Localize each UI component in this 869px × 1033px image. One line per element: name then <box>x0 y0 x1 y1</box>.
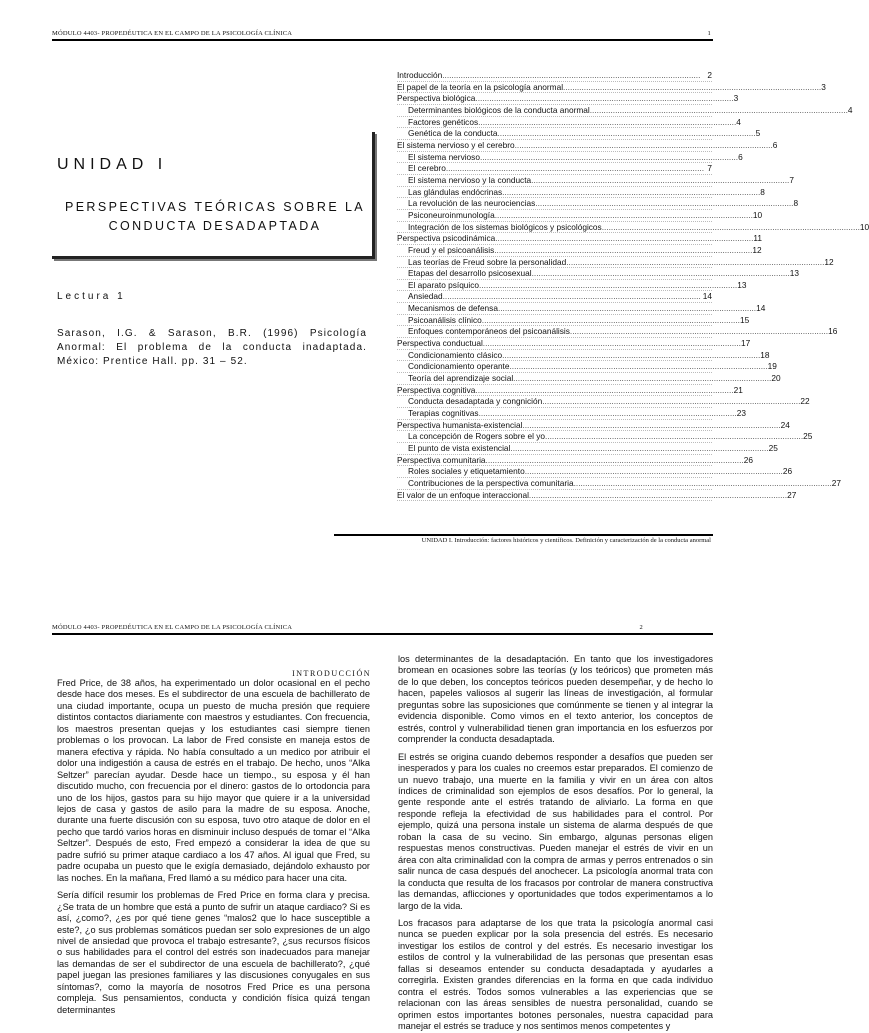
toc-leader-dots <box>486 455 744 466</box>
toc-entry-title: Genética de la conducta <box>408 128 498 139</box>
toc-entry <box>397 186 765 199</box>
toc-entry-title: Psicoanálisis clínico <box>408 314 482 325</box>
toc-entry <box>397 221 869 234</box>
toc-entry <box>397 326 838 338</box>
toc-entry-title: El sistema nervioso <box>408 151 480 162</box>
text-column-right <box>398 654 713 1032</box>
toc-entry-title: Introducción <box>397 70 443 80</box>
toc-entry-page: 26 <box>782 466 793 477</box>
toc-entry-title: Determinantes biológicos de la conducta anormal <box>408 104 590 115</box>
toc-entry-title: Mecanismos de defensa <box>408 303 498 314</box>
toc-entry-page: 12 <box>824 256 834 267</box>
toc-entry-title: Perspectiva psicodinámica <box>397 233 496 244</box>
reading-label: Lectura 1 <box>57 291 126 302</box>
toc-leader-dots <box>509 361 767 372</box>
toc-entry <box>397 151 743 164</box>
toc-entry <box>397 163 712 175</box>
toc-entry-page: 6 <box>738 151 743 162</box>
toc-entry-title: Factores genéticos <box>408 116 479 127</box>
toc-entry-page: 4 <box>736 116 741 127</box>
toc-leader-dots <box>479 280 737 291</box>
toc-leader-dots <box>494 245 752 256</box>
toc-leader-dots <box>525 466 783 477</box>
toc-entry-page: 26 <box>743 454 753 465</box>
toc-entry <box>397 396 810 408</box>
toc-leader-dots <box>563 82 821 93</box>
toc-entry <box>397 93 739 105</box>
toc-entry-page: 14 <box>702 291 712 302</box>
bibliographic-citation: Sarason, I.G. & Sarason, B.R. (1996) Psicología Anormal: El problema de la conducta inadaptada. México: Prentice Hall. pp. 31 – 52. <box>57 328 367 367</box>
toc-entry-page: 27 <box>831 477 841 488</box>
toc-entry-page: 13 <box>789 268 800 279</box>
toc-entry-page: 15 <box>739 314 750 325</box>
toc-entry <box>397 408 746 420</box>
toc-entry <box>397 268 800 280</box>
toc-leader-dots <box>497 128 755 139</box>
toc-entry-page: 8 <box>760 186 765 197</box>
toc-leader-dots <box>531 175 789 186</box>
toc-entry-page: 8 <box>793 198 799 209</box>
toc-entry <box>397 70 712 82</box>
toc-entry-page: 4 <box>847 104 853 115</box>
page2-page-number: 2 <box>639 624 643 631</box>
toc-entry-title: Conducta desadaptada y congnición <box>408 396 543 407</box>
toc-entry-title: El cerebro <box>408 163 446 174</box>
toc-leader-dots <box>478 117 736 128</box>
toc-entry-title: Condicionamiento clásico <box>408 349 503 360</box>
toc-entry-title: Condicionamiento operante <box>408 361 510 372</box>
page1-header-title: MÓDULO 4403- PROPEDÉUTICA EN EL CAMPO DE LA PSICOLOGÍA CLÍNICA <box>52 30 293 37</box>
toc-entry <box>397 116 741 129</box>
paragraph: los determinantes de la desadaptación. En tanto que los investigadores bromean en ocasiones sobre las teorías (y los teóricos) que prometen más de lo que deben, los conceptos teóricos pueden desempeñar, y de hecho lo hacen, papeles valiosos al sugerir las líneas de investigación, al formular preguntas sobre las suposiciones que comúnmente se tienen y al integrar la evidencia disponible. Como vimos en el texto anterior, los conceptos de estrés, control y vulnerabilidad tienen gran importancia en los esfuerzos por comprender la conducta desadaptada. <box>398 654 713 745</box>
toc-entry <box>397 349 770 362</box>
toc-entry-page: 16 <box>828 326 838 337</box>
paragraph: El estrés se origina cuando debemos responder a desafíos que pueden ser inesperados y para los cuales no creemos estar preparados. El comienzo de un nuevo trabajo, una muerte en la familia y vivir en un área con altos índices de criminalidad son ejemplos de esos desafíos. Por lo general, la gente responde ante el estrés tratando de aliviarlo. La forma en que responde refleja la efectividad de sus habilidades para el control. Por ejemplo, quizá una persona instale un sistema de alarma después de que roban la casa de su vecino. Sin embargo, algunas personas eligen respuestas menos constructivas. Pueden manejar el estrés de vivir en un área con alta criminalidad con la compra de armas y perros entrenados o sin salir nunca de casa después del anochecer. La psicología anormal trata con la conducta que resulta de los fracasos por controlar de manera constructiva las demandas, aflicciones y oportunidades que todos experimentamos a lo largo de la vida. <box>398 751 713 911</box>
toc-entry-title: Perspectiva humanista-existencial <box>397 419 523 430</box>
toc-entry <box>397 244 762 257</box>
page2-header <box>52 621 713 635</box>
toc-leader-dots <box>510 443 768 454</box>
toc-entry <box>397 361 777 373</box>
page2-header-title: MÓDULO 4403- PROPEDÉUTICA EN EL CAMPO DE LA PSICOLOGÍA CLÍNICA <box>52 624 293 631</box>
toc-leader-dots <box>542 396 800 407</box>
toc-leader-dots <box>502 350 760 361</box>
toc-entry-page: 3 <box>821 81 826 92</box>
toc-leader-dots <box>479 408 737 419</box>
toc-entry-page: 10 <box>859 221 869 232</box>
toc-entry-title: Perspectiva comunitaria <box>397 454 486 465</box>
toc-leader-dots <box>522 420 780 431</box>
toc-leader-dots <box>498 303 756 314</box>
toc-entry <box>397 466 793 478</box>
toc-leader-dots <box>602 222 860 233</box>
toc-entry-page: 23 <box>736 408 746 419</box>
unit-subtitle: PERSPECTIVAS TEÓRICAS SOBRE LA CONDUCTA DESADAPTADA <box>64 200 366 233</box>
toc-entry-page: 10 <box>752 209 763 220</box>
toc-entry-title: El sistema nervioso y la conducta <box>408 174 532 185</box>
toc-entry <box>397 373 781 385</box>
toc-entry-page: 27 <box>787 489 797 500</box>
toc-entry-title: La revolución de las neurociencias <box>408 198 536 209</box>
toc-entry-title: Las glándulas endócrinas <box>408 186 503 197</box>
toc-leader-dots <box>532 268 790 279</box>
toc-entry-page: 11 <box>753 233 763 244</box>
toc-entry-title: Terapias cognitivas <box>408 408 479 419</box>
toc-leader-dots <box>495 210 753 221</box>
toc-entry-page: 7 <box>789 174 794 185</box>
page1-footer: UNIDAD I. Introducción: factores históricos y científicos. Definición y caracterización de la conducta anormal <box>421 537 711 544</box>
toc-entry-title: Etapas del desarrollo psicosexual <box>408 268 532 279</box>
toc-leader-dots <box>529 490 787 501</box>
unit-title-box <box>52 132 375 259</box>
page1-header <box>52 27 713 41</box>
toc-entry-title: Perspectiva conductual <box>397 338 483 349</box>
toc-entry-title: Perspectiva cognitiva <box>397 384 476 395</box>
toc-entry-page: 14 <box>756 303 766 314</box>
page1-page-number: 1 <box>707 30 711 37</box>
text-column-left <box>57 678 370 1024</box>
toc-entry-page: 21 <box>733 384 743 395</box>
toc-leader-dots <box>475 385 733 396</box>
toc-leader-dots <box>475 93 733 104</box>
toc-entry-title: Ansiedad <box>408 291 443 302</box>
toc-entry-title: Teoría del aprendizaje social <box>408 373 514 384</box>
toc-entry-page: 6 <box>772 139 778 150</box>
toc-entry-page: 5 <box>755 128 761 139</box>
toc-entry-page: 24 <box>780 419 790 430</box>
toc-entry-page: 12 <box>752 244 762 255</box>
toc-entry <box>397 314 750 327</box>
toc-entry-title: Roles sociales y etiquetamiento <box>408 466 525 477</box>
paragraph: Los fracasos para adaptarse de los que trata la psicología anormal casi nunca se pueden explicar por la sola presencia del estrés. Es necesario investigar los estilos de control y del estrés. Es necesario investigar los estilos de control y la vulnerabilidad de las personas que presentan esas fallas si deseamos entender su conducta desadaptada y ayudarles a corregirla. Existen grandes diferencias en la forma en que cada individuo contra el estrés. Todos somos vulnerables a las experiencias que se relacionan con las áreas sensibles de nuestra personalidad, cuando se oprimen estos importantes botones personales, nuestra capacidad para manejar el estrés se traduce y nos sentimos menos competentes y <box>398 917 713 1032</box>
toc-entry <box>397 198 799 210</box>
toc-entry-title: Freud y el psicoanálisis <box>408 244 495 255</box>
toc-leader-dots <box>570 326 828 337</box>
toc-leader-dots <box>566 257 824 268</box>
toc-leader-dots <box>574 478 832 489</box>
toc-entry <box>397 104 853 117</box>
toc-entry-title: Integración de los sistemas biológicos y psicológicos <box>408 221 602 232</box>
toc-entry <box>397 431 813 443</box>
toc-entry-page: 25 <box>803 431 813 442</box>
toc-leader-dots <box>482 315 740 326</box>
toc-entry-page: 19 <box>767 361 777 372</box>
toc-entry <box>397 128 761 140</box>
toc-entry-title: El papel de la teoría en la psicología anormal <box>397 81 564 92</box>
toc-leader-dots <box>502 187 760 198</box>
toc-entry <box>397 489 797 502</box>
toc-entry-page: 2 <box>707 70 712 80</box>
toc-entry <box>397 291 712 303</box>
toc-entry-page: 22 <box>800 396 810 407</box>
toc-entry-page: 3 <box>733 93 739 104</box>
toc-entry <box>397 139 778 152</box>
toc-leader-dots <box>590 105 848 116</box>
toc-entry <box>397 279 747 292</box>
toc-entry-title: Enfoques contemporáneos del psicoanálisis <box>408 326 570 337</box>
toc-leader-dots <box>443 291 703 302</box>
toc-entry <box>397 233 763 245</box>
toc-entry <box>397 384 743 397</box>
toc-entry <box>397 209 763 222</box>
unit-title: UNIDAD I <box>57 156 168 173</box>
table-of-contents <box>397 70 869 501</box>
toc-entry-page: 20 <box>771 373 781 384</box>
toc-leader-dots <box>442 70 707 81</box>
toc-entry-page: 17 <box>740 338 751 349</box>
paragraph: Fred Price, de 38 años, ha experimentado un dolor ocasional en el pecho desde hace dos meses. Es el subdirector de una escuela de bachillerato de una ciudad importante, ocupa un puesto de mucha presión que requiere distintos contactos diariamente con maestros y estudiantes. Con frecuencia, los maestros presentan quejas y los estudiantes casi siempre tienen problemas o los provocan. La labor de Fred consiste en maneja estos de manera efectiva y rápida. No había consultado a un medico por atribuir el dolor una indigestión a causa de estrés en el trabajo. De hecho, unos “Alka Seltzer” parecían ayudar. Desde hace un tiempo., su esposa y él han discutido mucho, con frecuencia por el dinero: gastos de lo ortodoncia para uno de los hijos, gastos para su hijo mayor que quiere ir a la universidad lejos de casa y gastos de asilo para la madre de su esposa. Anoche, durante una fuerte discusión con su esposa, tuvo otro ataque de dolor en el pecho que tardó varios horas en disminuir incluso después de tomar el “Alka Seltzer”. Después de esto, Fred empezó a considerar la idea de que su padre sufrió su primer ataque cardiaco a los 47 años. Al igual que Fred, su padre ocupaba un puesto que le exigía demasiado, dejándolo exhausto por las noches. En la mañana, Fred llamó a su médico para hacer una cita. <box>57 678 370 883</box>
toc-leader-dots <box>480 152 738 163</box>
toc-entry-title: Psiconeuroinmunología <box>408 209 495 220</box>
toc-entry-title: Contribuciones de la perspectiva comunitaria <box>408 477 574 488</box>
toc-entry-title: El sistema nervioso y el cerebro <box>397 139 515 150</box>
toc-leader-dots <box>483 338 741 349</box>
toc-entry-title: El valor de un enfoque interaccional <box>397 489 529 500</box>
toc-entry <box>397 454 753 467</box>
toc-leader-dots <box>535 198 793 209</box>
footer-rule <box>334 534 713 536</box>
toc-entry <box>397 443 778 455</box>
toc-leader-dots <box>495 233 753 244</box>
toc-entry-page: 18 <box>760 349 770 360</box>
toc-entry-title: Perspectiva biológica <box>397 93 476 104</box>
toc-leader-dots <box>545 431 803 442</box>
toc-entry-page: 13 <box>737 279 747 290</box>
toc-entry <box>397 256 834 269</box>
toc-entry-title: El aparato psíquico <box>408 279 480 290</box>
toc-entry <box>397 81 826 94</box>
toc-entry <box>397 338 751 350</box>
toc-entry-title: Las teorías de Freud sobre la personalidad <box>408 256 567 267</box>
toc-entry <box>397 303 766 315</box>
toc-entry-page: 25 <box>768 443 778 453</box>
toc-leader-dots <box>513 373 771 384</box>
toc-entry-title: La concepción de Rogers sobre el yo <box>408 431 545 442</box>
toc-entry <box>397 419 790 432</box>
toc-entry <box>397 477 841 490</box>
toc-entry-title: El punto de vista existencial <box>408 443 511 453</box>
section-heading: INTRODUCCIÓN <box>292 669 371 678</box>
toc-leader-dots <box>446 163 708 174</box>
toc-entry <box>397 174 794 187</box>
paragraph: Sería difícil resumir los problemas de Fred Price en forma clara y precisa. ¿Se trata de un hombre que está a punto de sufrir un ataque cardiaco? Si es así, ¿como?, ¿es por qué tiene genes “malos2 que lo hace susceptible a este?, ¿o sus problemas somáticos puedan ser solo expresiones de un algo nivel de ansiedad que provoca el trabajo estresante?, ¿sus recursos físicos o sus habilidades para el control del estrés son inadecuados para manejar las demandas de ser el subdirector de una escuela de bachillerato?, ¿qué papel juegan las presiones familiares y las discusiones conyugales en sus síntomas?, como la mayoría de nosotros Fred Price es una persona compleja. Sus pensamientos, conducta y condición física quizá tengan determinantes <box>57 890 370 1015</box>
toc-entry-page: 7 <box>707 163 712 174</box>
toc-leader-dots <box>515 140 773 151</box>
